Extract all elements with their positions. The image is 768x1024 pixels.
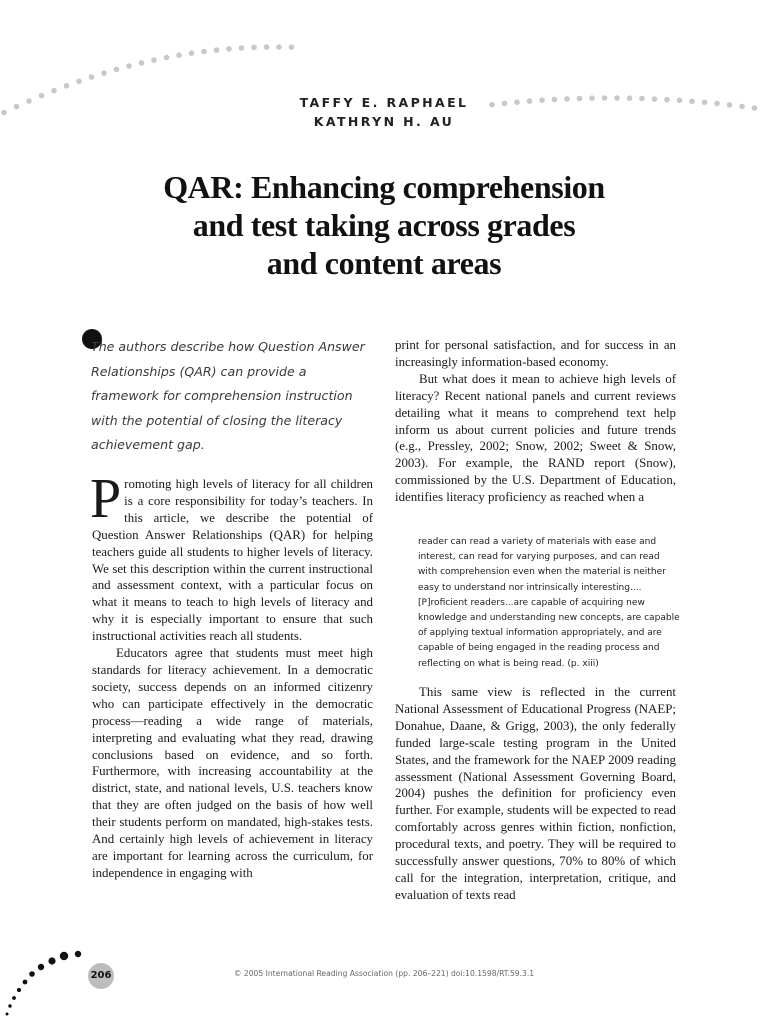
drop-cap: P — [90, 468, 122, 530]
abstract: The authors describe how Question Answer Relationships (QAR) can provide a framework for comprehension instruction with the potential of closing the literacy achievement gap. — [91, 339, 365, 453]
body-paragraph: This same view is reflected in the current National Assessment of Educational Progress (NAEP; Donahue, Daane, & Grigg, 2003), the only federally funded large-scale testing program in the United States, and the framework for the NAEP 2009 reading assessment (National Assessment Governing Board, 2004) pushes the definition for proficiency even further. For example, students will be expected to read comfortably across genres within fiction, nonfiction, procedural texts, and poetry. They will be required to successfully answer questions, 70% to 80% of which call for the integration, interpretation, critique, and evaluation of texts read — [395, 685, 676, 902]
paragraph-text: romoting high levels of literacy for all children is a core responsibility for today’s teachers. In this article, we describe the potential of Question Answer Relationships (QAR) for helping teachers guide all students to higher levels of literacy. We set this description within the current instructional and assessment context, with a particular focus on what it means to teach to high levels of literacy and why it is especially important to ensure that such instructional activities reach all students. — [92, 477, 373, 644]
decorative-dot — [23, 980, 28, 985]
decorative-dot — [89, 74, 95, 80]
decorative-dot — [101, 70, 107, 76]
decorative-dot — [189, 50, 195, 56]
decorative-dot — [214, 47, 220, 53]
title-line: and test taking across grades — [192, 207, 576, 243]
decorative-dot — [60, 952, 68, 960]
decorative-dot — [289, 44, 295, 50]
decorative-dot — [6, 1013, 9, 1016]
decorative-dot — [114, 67, 120, 73]
decorative-dot — [276, 44, 282, 50]
decorative-dot — [239, 45, 245, 51]
decorative-dot — [126, 63, 132, 69]
body-paragraph — [90, 468, 373, 645]
decorative-dot — [264, 44, 270, 50]
decorative-dot — [226, 46, 232, 52]
page-number: 206 — [88, 963, 114, 989]
decorative-dot — [12, 996, 16, 1000]
article-title — [84, 168, 684, 282]
body-column-left — [90, 468, 373, 882]
body-paragraph: print for personal satisfaction, and for success in an increasingly information-based economy. — [395, 338, 676, 369]
decorative-dot — [17, 988, 21, 992]
body-paragraph: But what does it mean to achieve high levels of literacy? Recent national panels and current reviews detailing what it means to comprehend text help inform us about current policies and future trends (e.g., Pressley, 2002; Snow, 2002; Sweet & Snow, 2003). For example, the RAND report (Snow), commissioned by the U.S. Department of Education, identifies literacy proficiency as reached when a — [395, 371, 676, 505]
decorative-dot — [251, 45, 257, 51]
body-column-right — [395, 337, 676, 506]
decorative-dot — [8, 1004, 11, 1007]
decorative-dot — [164, 55, 170, 61]
decorative-dot — [151, 57, 157, 63]
decorative-dot — [201, 49, 207, 55]
decorative-dot — [76, 79, 82, 85]
author-byline — [0, 93, 768, 131]
decorative-dot — [48, 957, 55, 964]
decorative-dot — [139, 60, 145, 66]
author-name: TAFFY E. RAPHAEL — [299, 95, 469, 110]
title-line: QAR: Enhancing comprehension — [163, 169, 605, 205]
footer-citation: © 2005 International Reading Association (pp. 206–221) doi:10.1598/RT.59.3.1 — [233, 969, 535, 978]
body-paragraph: Educators agree that students must meet high standards for literacy achievement. In a democratic society, success depends on an informed citizenry who can participate effectively in the democratic process—reading a wide range of materials, interpreting and evaluating what they read, drawing conclusions based on evidence, and so forth. Furthermore, with increasing accountability at the district, state, and national levels, U.S. teachers know that they are often judged on the basis of how well their students perform on mandated, high-stakes tests. And certainly high levels of achievement in literacy are important for learning across the curriculum, for independence in engaging with — [92, 646, 373, 880]
decorative-dot — [75, 951, 81, 957]
body-column-right-continued — [395, 684, 676, 904]
block-quote: reader can read a variety of materials with ease and interest, can read for varying purposes, and can read with comprehension even when the material is neither easy to understand nor intrinsically interesting.... [P]roficient readers...are capable of acquiring new knowledge and understanding new concepts, are capable of applying textual information appropriately, and are capable of being engaged in the reading process and reflecting on what is being read. (p. xiii) — [418, 537, 680, 669]
decorative-dot — [176, 52, 182, 58]
title-line: and content areas — [266, 245, 502, 281]
author-name: KATHRYN H. AU — [313, 114, 455, 129]
decorative-dot — [64, 83, 70, 89]
